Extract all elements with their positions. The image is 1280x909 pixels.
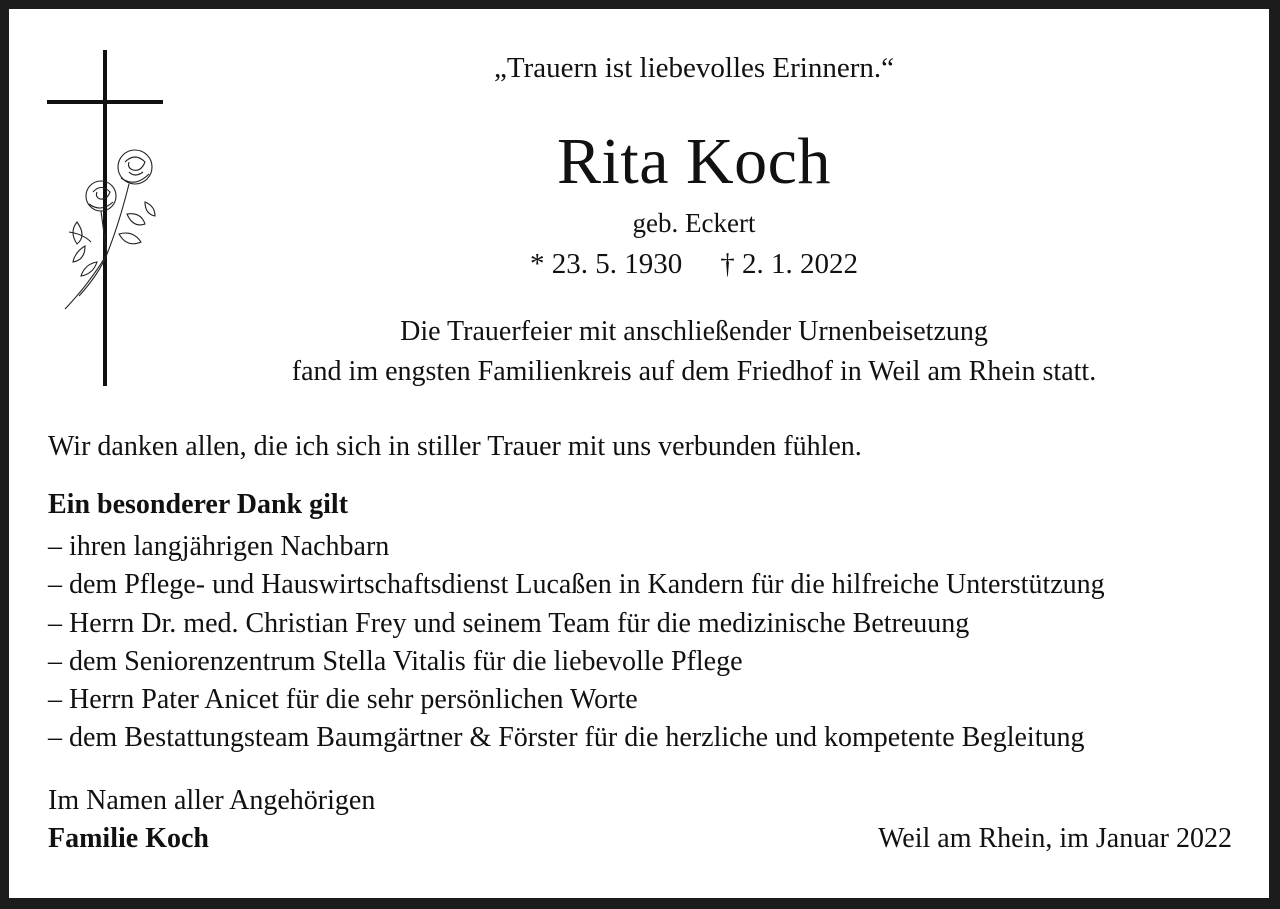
birth-date: * 23. 5. 1930: [530, 248, 683, 280]
ceremony-line-2: fand im engsten Familienkreis auf dem Friedhof in Weil am Rhein statt.: [291, 356, 1097, 387]
cross-bar: [47, 100, 163, 104]
thanks-text: Wir danken allen, die ich sich in stiller Trauer mit uns verbunden fühlen.: [48, 431, 862, 462]
list-item: – Herrn Pater Anicet für die sehr persönlichen Worte: [48, 684, 638, 716]
on-behalf-text: Im Namen aller Angehörigen: [48, 785, 376, 816]
special-thanks-title: Ein besonderer Dank gilt: [48, 489, 349, 520]
list-item: – dem Seniorenzentrum Stella Vitalis für die liebevolle Pflege: [48, 645, 743, 677]
family-signature: Familie Koch: [48, 823, 209, 854]
deceased-name: Rita Koch: [557, 125, 831, 198]
list-item: – dem Pflege- und Hauswirtschaftsdienst Lucaßen in Kandern für die hilfreiche Unterstützung: [48, 569, 1105, 601]
quote: „Trauern ist liebevolles Erinnern.“: [494, 52, 894, 84]
obituary-notice: [9, 9, 1269, 898]
place-date: Weil am Rhein, im Januar 2022: [878, 823, 1232, 854]
list-item: – Herrn Dr. med. Christian Frey und seinem Team für die medizinische Betreuung: [48, 607, 970, 639]
list-item: – ihren langjährigen Nachbarn: [48, 531, 390, 562]
death-date: † 2. 1. 2022: [720, 248, 858, 280]
ceremony-line-1: Die Trauerfeier mit anschließender Urnenbeisetzung: [400, 316, 988, 347]
life-dates: [9, 248, 1269, 281]
birth-name: geb. Eckert: [632, 208, 756, 238]
list-item: – dem Bestattungsteam Baumgärtner & Förster für die herzliche und kompetente Begleitung: [48, 722, 1085, 754]
special-thanks-list: [48, 528, 1105, 758]
